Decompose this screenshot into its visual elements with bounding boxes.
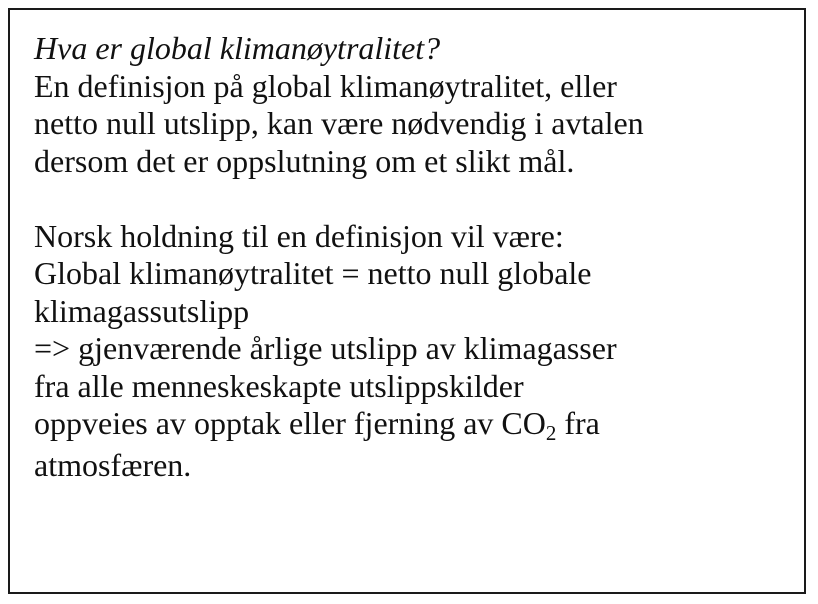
paragraph-2-line-6 — [34, 405, 804, 447]
text-box — [8, 8, 806, 594]
paragraph-1-line-2: netto null utslipp, kan være nødvendig i avtalen — [34, 105, 644, 141]
co2-line-prefix: oppveies av opptak eller fjerning av CO — [34, 405, 546, 441]
paragraph-1-line-3: dersom det er oppslutning om et slikt mål. — [34, 142, 575, 179]
paragraph-spacer — [34, 180, 804, 218]
paragraph-2-line-3: klimagassutslipp — [34, 292, 250, 329]
paragraph-2-line-2: Global klimanøytralitet = netto null globale — [34, 255, 592, 291]
paragraph-1-line-1: En definisjon på global klimanøytralitet, eller — [34, 67, 617, 104]
paragraph-2-line-1: Norsk holdning til en definisjon vil være: — [34, 217, 564, 254]
box-heading: Hva er global klimanøytralitet? — [34, 30, 441, 66]
paragraph-2-line-4: => gjenværende årlige utslipp av klimagasser — [34, 330, 617, 366]
paragraph-2-line-5: fra alle menneskeskapte utslippskilder — [34, 367, 524, 404]
paragraph-2-line-7: atmosfæren. — [34, 446, 192, 483]
co2-line-suffix: fra — [556, 405, 600, 441]
co2-subscript: 2 — [545, 421, 557, 445]
